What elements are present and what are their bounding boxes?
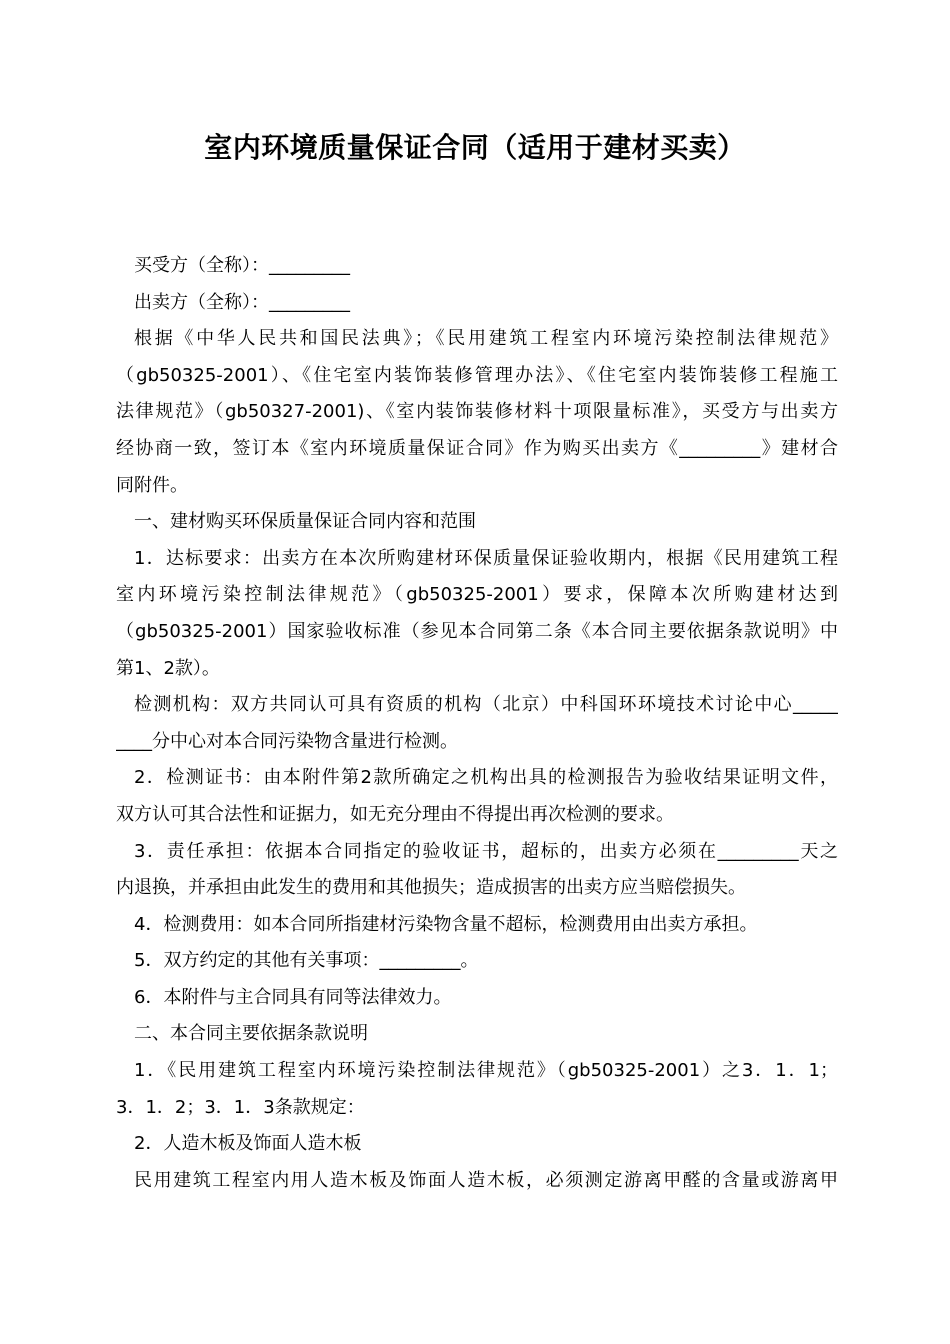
paragraph-line: 室内环境污染控制法律规范》（gb50325-2001）要求，保障本次所购建材达到 bbox=[116, 584, 838, 606]
paragraph-line: 3．责任承担：依据本合同指定的验收证书，超标的，出卖方必须在_________天之 bbox=[134, 840, 838, 862]
paragraph-line: 5．双方约定的其他有关事项：_________。 bbox=[134, 950, 479, 972]
paragraph-line: 3．1．2；3．1．3条款规定： bbox=[116, 1096, 365, 1118]
paragraph-line: 法律规范》（gb50327-2001)、《室内装饰装修材料十项限量标准》，买受方与出卖方 bbox=[116, 401, 838, 423]
paragraph-line: （gb50325-2001）国家验收标准（参见本合同第二条《本合同主要依据条款说明》中 bbox=[116, 620, 838, 642]
seller-line: 出卖方（全称）：_________ bbox=[134, 291, 350, 313]
paragraph-line: 2．人造木板及饰面人造木板 bbox=[134, 1133, 362, 1155]
paragraph-line: 6．本附件与主合同具有同等法律效力。 bbox=[134, 986, 452, 1008]
paragraph-line: 检测机构：双方共同认可具有资质的机构（北京）中科国环环境技术讨论中心_____ bbox=[134, 694, 838, 716]
paragraph-line: 双方认可其合法性和证据力，如无充分理由不得提出再次检测的要求。 bbox=[116, 803, 674, 825]
section-heading: 一、建材购买环保质量保证合同内容和范围 bbox=[134, 511, 476, 533]
paragraph-line: 内退换，并承担由此发生的费用和其他损失；造成损害的出卖方应当赔偿损失。 bbox=[116, 877, 746, 899]
document-body bbox=[116, 248, 838, 1199]
paragraph-line: 同附件。 bbox=[116, 474, 188, 496]
paragraph-line: 4．检测费用：如本合同所指建材污染物含量不超标，检测费用由出卖方承担。 bbox=[134, 913, 758, 935]
buyer-line: 买受方（全称）：_________ bbox=[134, 255, 350, 276]
paragraph-line: 1．达标要求：出卖方在本次所购建材环保质量保证验收期内，根据《民用建筑工程 bbox=[134, 547, 838, 569]
paragraph-line: （gb50325-2001）、《住宅室内装饰装修管理办法》、《住宅室内装饰装修工程施工 bbox=[116, 364, 838, 386]
paragraph-line: 经协商一致，签订本《室内环境质量保证合同》作为购买出卖方《_________》建材合 bbox=[116, 437, 838, 459]
paragraph-line: 民用建筑工程室内用人造木板及饰面人造木板，必须测定游离甲醛的含量或游离甲 bbox=[134, 1169, 838, 1191]
paragraph-line: 1．《民用建筑工程室内环境污染控制法律规范》（gb50325-2001）之3．1．1； bbox=[134, 1060, 838, 1082]
paragraph-line: 2．检测证书：由本附件第2款所确定之机构出具的检测报告为验收结果证明文件， bbox=[134, 767, 838, 789]
paragraph-line: ____分中心对本合同污染物含量进行检测。 bbox=[116, 730, 458, 752]
document-title: 室内环境质量保证合同（适用于建材买卖） bbox=[204, 131, 746, 164]
paragraph-line: 根据《中华人民共和国民法典》；《民用建筑工程室内环境污染控制法律规范》 bbox=[134, 328, 838, 350]
paragraph-line: 第1、2款）。 bbox=[116, 657, 220, 679]
section-heading: 二、本合同主要依据条款说明 bbox=[134, 1023, 368, 1045]
